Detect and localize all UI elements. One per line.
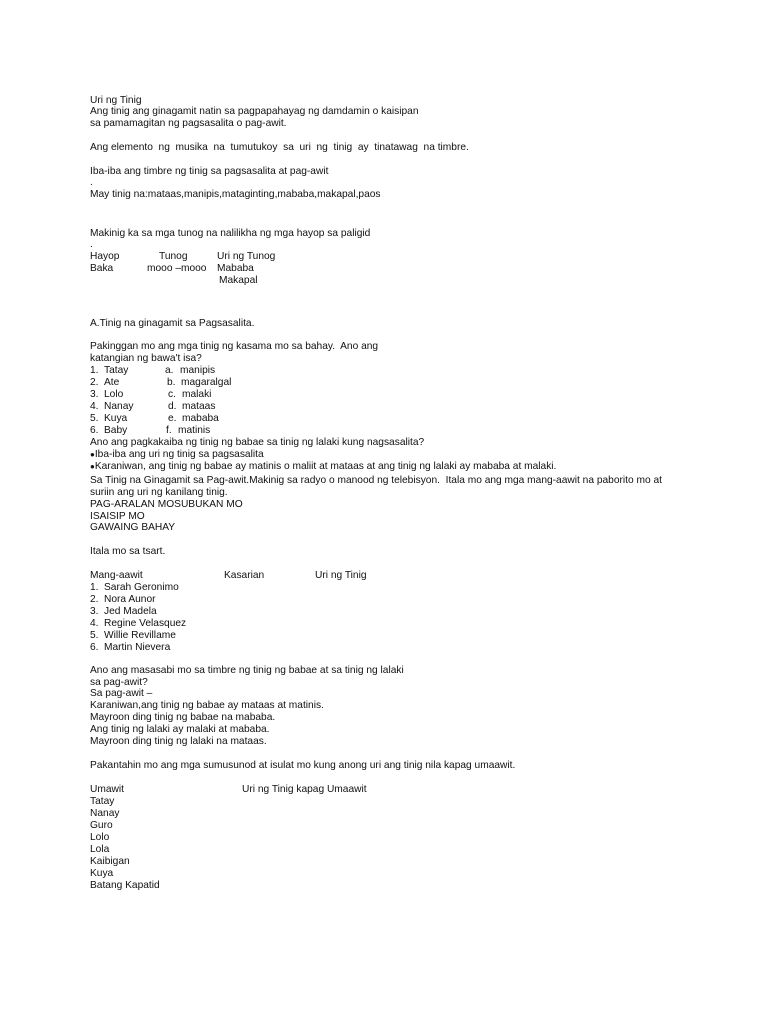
- list-item-number: 4.: [90, 401, 99, 412]
- list-item-number: 3.: [90, 606, 99, 617]
- table-header: Uri ng Tunog: [217, 251, 276, 262]
- document-title: Uri ng Tinig: [90, 95, 142, 106]
- list-item-number: 2.: [90, 377, 99, 388]
- masasabi-line: Mayroon ding tinig ng babae na mababa.: [90, 712, 276, 723]
- table-header: Kasarian: [224, 570, 265, 581]
- pakinggan-line-1: Pakinggan mo ang mga tinig ng kasama mo sa bahay. Ano ang: [90, 341, 379, 352]
- list-item-number: 2.: [90, 594, 99, 605]
- list-item-name: Jed Madela: [104, 606, 157, 617]
- caps-heading: GAWAING BAHAY: [90, 522, 176, 533]
- sa-tinig-line-1: Sa Tinig na Ginagamit sa Pag-awit.Makinig sa radyo o manood ng telebisyon. Itala mo ang mga mang-aawit na paborito mo at: [90, 475, 662, 486]
- pakinggan-line-2: katangian ng bawa't isa?: [90, 353, 202, 364]
- sa-tinig-line-2: suriin ang uri ng kanilang tinig.: [90, 487, 228, 498]
- table-header: Umawit: [90, 784, 124, 795]
- table-header: Hayop: [90, 251, 120, 262]
- masasabi-line: Sa pag-awit –: [90, 688, 153, 699]
- table-header: Mang-aawit: [90, 570, 143, 581]
- list-item-name: Baby: [104, 425, 128, 436]
- table-cell: mooo –mooo: [147, 263, 207, 274]
- list-item-name: Ate: [104, 377, 120, 388]
- list-item-number: 3.: [90, 389, 99, 400]
- list-item-letter: e.: [168, 413, 177, 424]
- table-cell: Nanay: [90, 808, 120, 819]
- masasabi-line: Karaniwan,ang tinig ng babae ay mataas at matinis.: [90, 700, 324, 711]
- intro-line-2: sa pamamagitan ng pagsasalita o pag-awit.: [90, 118, 287, 129]
- list-item-desc: manipis: [180, 365, 216, 376]
- table-cell: Kaibigan: [90, 856, 130, 867]
- list-item-desc: mataas: [182, 401, 216, 412]
- bullet-item: ●Iba-iba ang uri ng tinig sa pagsasalita: [90, 449, 264, 460]
- table-cell: Makapal: [219, 275, 258, 286]
- list-item-name: Nora Aunor: [104, 594, 156, 605]
- list-item-number: 4.: [90, 618, 99, 629]
- stray-dot: .: [90, 177, 93, 188]
- list-item-number: 6.: [90, 425, 99, 436]
- table-cell: Lolo: [90, 832, 110, 843]
- bullet-icon: ●: [90, 450, 95, 459]
- list-item-name: Lolo: [104, 389, 124, 400]
- caps-heading: PAG-ARALAN MOSUBUKAN MO: [90, 499, 243, 510]
- list-item-number: 5.: [90, 630, 99, 641]
- pakantahin-instruction: Pakantahin mo ang mga sumusunod at isulat mo kung anong uri ang tinig nila kapag umaawit.: [90, 760, 516, 771]
- list-item-name: Nanay: [104, 401, 134, 412]
- list-item-number: 1.: [90, 365, 99, 376]
- masasabi-line: Ang tinig ng lalaki ay malaki at mababa.: [90, 724, 270, 735]
- list-item-name: Martin Nievera: [104, 642, 171, 653]
- table-header: Uri ng Tinig: [315, 570, 367, 581]
- makinig-paragraph: Makinig ka sa mga tunog na nalilikha ng mga hayop sa paligid: [90, 228, 371, 239]
- list-item-desc: malaki: [182, 389, 212, 400]
- table-cell: Mababa: [217, 263, 254, 274]
- list-item-name: Kuya: [104, 413, 128, 424]
- table-header: Tunog: [159, 251, 188, 262]
- list-item-desc: magaralgal: [181, 377, 232, 388]
- bullet-icon: ●: [90, 462, 95, 471]
- table-cell: Guro: [90, 820, 113, 831]
- list-item-letter: c.: [168, 389, 176, 400]
- itala-instruction: Itala mo sa tsart.: [90, 546, 166, 557]
- table-cell: Kuya: [90, 868, 114, 879]
- iba-iba-paragraph: Iba-iba ang timbre ng tinig sa pagsasalita at pag-awit: [90, 166, 329, 177]
- section-a-heading: A.Tinig na ginagamit sa Pagsasalita.: [90, 318, 255, 329]
- stray-dot: .: [90, 239, 93, 250]
- masasabi-line: Mayroon ding tinig ng lalaki na mataas.: [90, 736, 267, 747]
- list-item-name: Sarah Geronimo: [104, 582, 179, 593]
- elemento-paragraph: Ang elemento ng musika na tumutukoy sa uri ng tinig ay tinatawag na timbre.: [90, 142, 469, 153]
- table-header: Uri ng Tinig kapag Umaawit: [242, 784, 367, 795]
- table-cell: Lola: [90, 844, 110, 855]
- list-item-number: 6.: [90, 642, 99, 653]
- table-cell: Batang Kapatid: [90, 880, 160, 891]
- list-item-letter: a.: [165, 365, 174, 376]
- intro-line-1: Ang tinig ang ginagamit natin sa pagpapahayag ng damdamin o kaisipan: [90, 106, 419, 117]
- caps-heading: ISAISIP MO: [90, 511, 145, 522]
- pagkakaiba-question: Ano ang pagkakaiba ng tinig ng babae sa tinig ng lalaki kung nagsasalita?: [90, 437, 425, 448]
- may-tinig-line: May tinig na:mataas,manipis,mataginting,mababa,makapal,paos: [90, 189, 381, 200]
- bullet-item: ●Karaniwan, ang tinig ng babae ay matinis o maliit at mataas at ang tinig ng lalaki ay mababa at malaki.: [90, 461, 557, 472]
- list-item-letter: d.: [168, 401, 177, 412]
- masasabi-line: sa pag-awit?: [90, 677, 148, 688]
- list-item-name: Willie Revillame: [104, 630, 176, 641]
- list-item-number: 5.: [90, 413, 99, 424]
- list-item-desc: mababa: [182, 413, 219, 424]
- table-cell: Baka: [90, 263, 114, 274]
- list-item-letter: b.: [167, 377, 176, 388]
- table-cell: Tatay: [90, 796, 115, 807]
- list-item-desc: matinis: [178, 425, 211, 436]
- list-item-number: 1.: [90, 582, 99, 593]
- masasabi-line: Ano ang masasabi mo sa timbre ng tinig ng babae at sa tinig ng lalaki: [90, 665, 404, 676]
- list-item-name: Regine Velasquez: [104, 618, 187, 629]
- list-item-name: Tatay: [104, 365, 129, 376]
- list-item-letter: f.: [166, 425, 172, 436]
